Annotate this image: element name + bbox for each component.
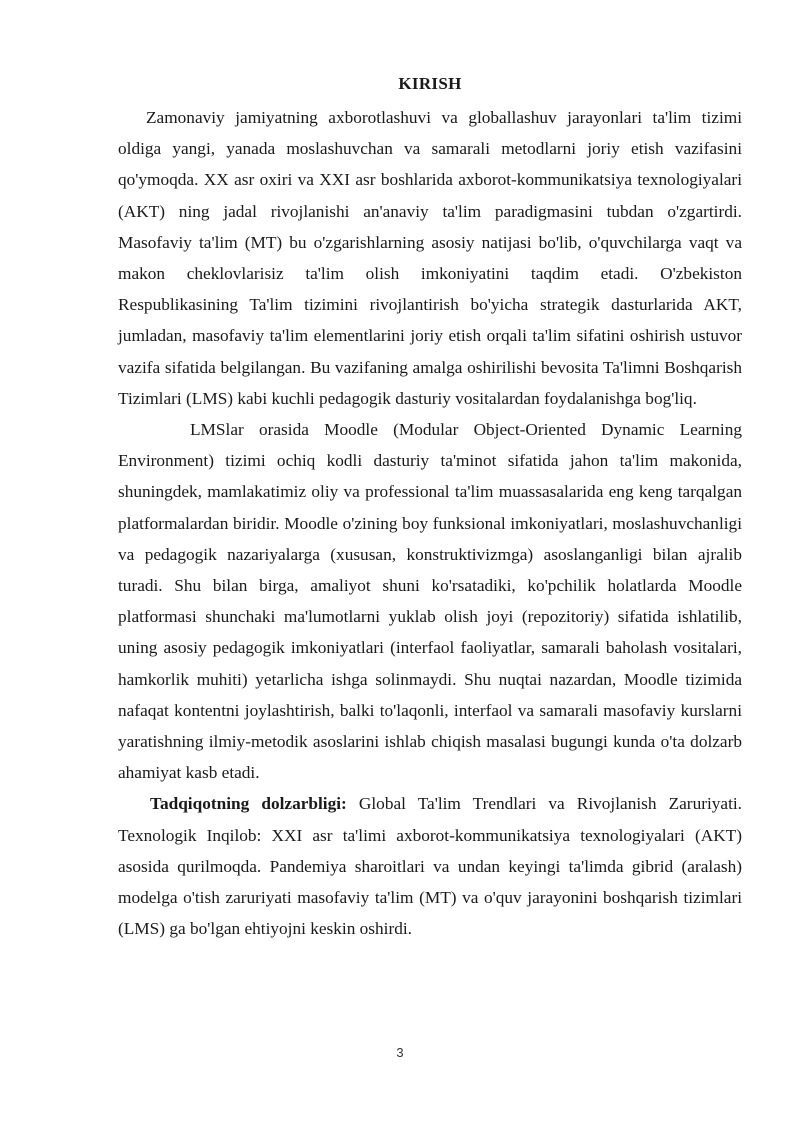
page-number: 3: [396, 1045, 404, 1060]
section-title: KIRISH: [398, 74, 462, 93]
paragraph-text: Zamonaviy jamiyatning axborotlashuvi va globallashuv jarayonlari ta'lim tizimi oldiga yangi, yanada moslashuvchan va samarali metodlarni joriy etish vazifasini qo'ymoqda. XX asr oxiri va XXI asr boshlarida axborot-kommunikatsiya texnologiyalari (AKT) ning jadal rivojlanishi an'anaviy ta'lim paradigmasini tubdan o'zgartirdi. Masofaviy ta'lim (MT) bu o'zgarishlarning asosiy natijasi bo'lib, o'quvchilarga vaqt va makon cheklovlarisiz ta'lim olish imkoniyatini taqdim etadi. O'zbekiston Respublikasining Ta'lim tizimini rivojlantirish bo'yicha strategik dasturlarida AKT, jumladan, masofaviy ta'lim elementlarini joriy etish orqali ta'lim sifatini oshirish ustuvor vazifa sifatida belgilangan. Bu vazifaning amalga oshirilishi bevosita Ta'limni Boshqarish Tizimlari (LMS) kabi kuchli pedagogik dasturiy vositalardan foydalanishga bog'liq.: [118, 108, 742, 408]
paragraph-relevance: [118, 788, 742, 944]
paragraph-intro: [118, 102, 742, 414]
paragraph-text: LMSlar orasida Moodle (Modular Object-Oriented Dynamic Learning Environment) tizimi ochiq kodli dasturiy ta'minot sifatida jahon ta'lim makonida, shuningdek, mamlakatimiz oliy va professional ta'lim muassasalarida eng keng tarqalgan platformalardan biridir. Moodle o'zining boy funksional imkoniyatlari, moslashuvchanligi va pedagogik nazariyalarga (xususan, konstruktivizmga) asoslanganligi bilan ajralib turadi. Shu bilan birga, amaliyot shuni ko'rsatadiki, ko'pchilik holatlarda Moodle platformasi shunchaki ma'lumotlarni yuklab olish joyi (repozitoriy) sifatida ishlatilib, uning asosiy pedagogik imkoniyatlari (interfaol faoliyatlar, samarali baholash vositalari, hamkorlik muhiti) yetarlicha ishga solinmaydi. Shu nuqtai nazardan, Moodle tizimida nafaqat kontentni joylashtirish, balki to'laqonli, interfaol va samarali masofaviy kurslarni yaratishning ilmiy-metodik asoslarini ishlab chiqish masalasi bugungi kunda o'ta dolzarb ahamiyat kasb etadi.: [118, 420, 742, 783]
paragraph-lead: Tadqiqotning dolzarbligi:: [150, 794, 347, 814]
paragraph-text: Global Ta'lim Trendlari va Rivojlanish Zaruriyati. Texnologik Inqilob: XXI asr ta'limi axborot-kommunikatsiya texnologiyalari (AKT) asosida qurilmoqda. Pandemiya sharoitlari va undan keyingi ta'limda gibrid (aralash) modelga o'tish zaruriyati masofaviy ta'lim (MT) va o'quv jarayonini boshqarish tizimlari (LMS) ga bo'lgan ehtiyojni keskin oshirdi.: [118, 794, 742, 939]
document-body: [118, 72, 742, 944]
paragraph-moodle: [118, 414, 742, 788]
